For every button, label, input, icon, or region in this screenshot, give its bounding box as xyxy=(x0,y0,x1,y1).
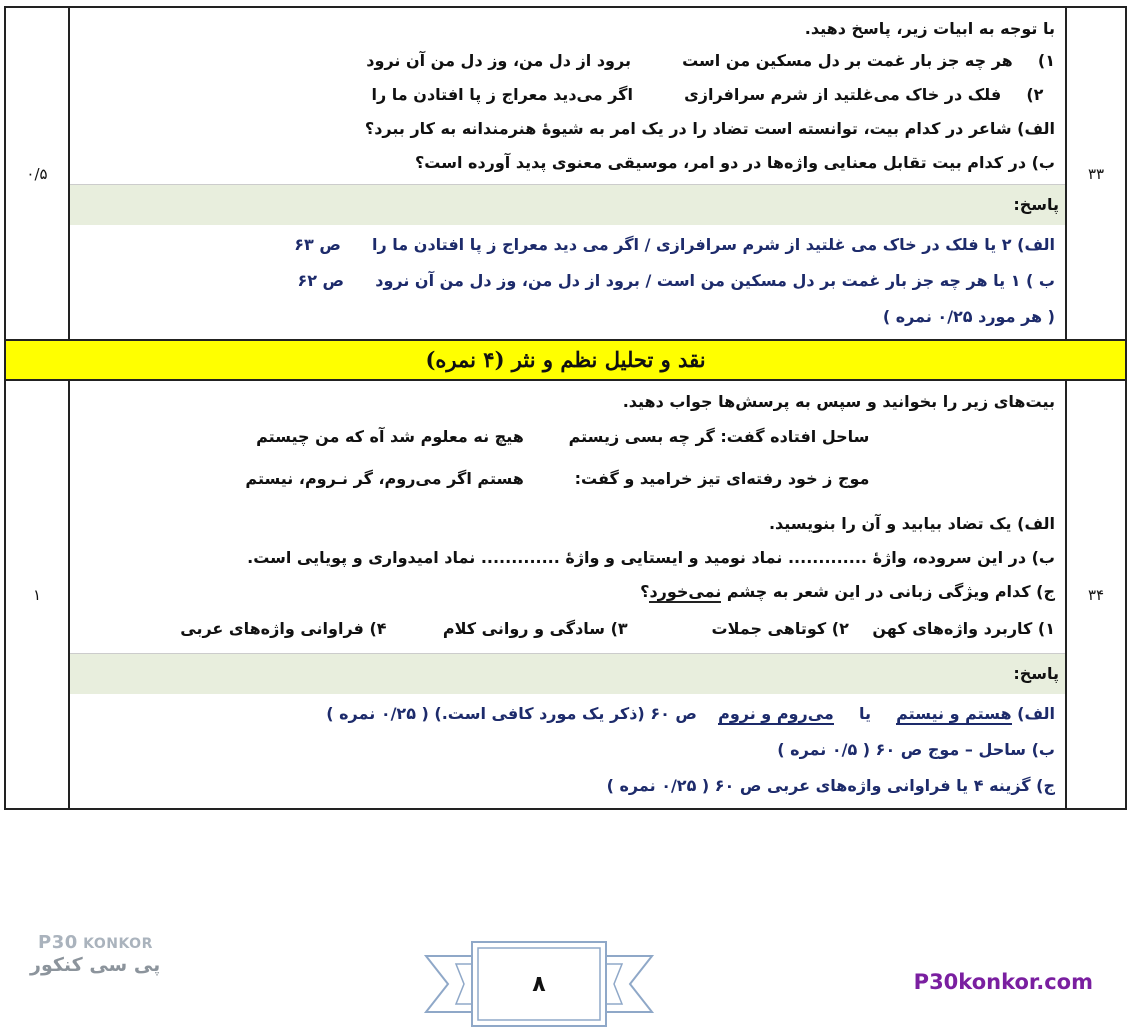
question-content xyxy=(69,380,1066,809)
question-number: ۳۴ xyxy=(1066,380,1126,809)
option-3: ۳) سادگی و روانی کلام xyxy=(442,619,628,638)
hemistich: ساحل افتاده گفت: گر چه بسی زیستم xyxy=(568,427,870,446)
answer-b: ب) ساحل – موج ص ۶۰ ( ۰/۵ نمره ) xyxy=(777,740,1055,759)
score-cell: ۰/۵ xyxy=(5,7,69,340)
answer-a xyxy=(80,227,1055,263)
answer-c: ج) گزینه ۴ یا فراوانی واژه‌های عربی ص ۶۰ ( ۰/۲۵ نمره ) xyxy=(606,776,1055,795)
section-title: نقد و تحلیل نظم و نثر (۴ نمره) xyxy=(5,340,1126,380)
question-c-text: ج) کدام ویژگی زبانی در این شعر به چشم xyxy=(721,582,1055,601)
answer-block xyxy=(70,694,1065,808)
option-1: ۱) کاربرد واژه‌های کهن xyxy=(872,619,1055,638)
verse-line xyxy=(80,78,1055,112)
hemistich: هر چه جز بار غمت بر دل مسکین من است xyxy=(682,51,1013,70)
question-c-underlined: نمی‌خورد xyxy=(649,582,722,601)
logo-text-en-small: KONKOR xyxy=(83,936,153,952)
answer-a-text: الف) ۲ یا فلک در خاک می غلتید از شرم سرافرازی / اگر می دید معراج ز پا افتادن ما را xyxy=(372,235,1055,254)
question-number: ۳۳ xyxy=(1066,7,1126,340)
answer-a-suffix: ص ۶۰ (ذکر یک مورد کافی است.) ( ۰/۲۵ نمره ) xyxy=(326,704,697,723)
question-c-mark: ؟ xyxy=(640,582,650,601)
question-b: ب) در کدام بیت تقابل معنایی واژه‌ها در دو امر، موسیقی معنوی پدید آورده است؟ xyxy=(414,153,1055,172)
verse-number: ۱) xyxy=(1037,51,1055,70)
logo xyxy=(38,932,153,953)
section-row xyxy=(5,340,1126,380)
logo-text-fa: پی سی کنکور xyxy=(30,954,161,976)
answer-b-text: ب ) ۱ یا هر چه جز بار غمت بر دل مسکین من است / برود از دل من، وز دل من آن نرود xyxy=(375,271,1055,290)
verse-line xyxy=(80,417,1055,457)
answer-b xyxy=(80,263,1055,299)
question-content xyxy=(69,7,1066,340)
answer-a-page: ص ۶۳ xyxy=(294,235,341,254)
instruction: با توجه به ابیات زیر، پاسخ دهید. xyxy=(804,19,1055,38)
site-url: P30konkor.com xyxy=(913,970,1093,994)
answer-block xyxy=(70,225,1065,339)
question-row-34 xyxy=(5,380,1126,809)
options-row xyxy=(80,609,1055,649)
page-number-badge xyxy=(422,934,656,1028)
logo-text-en: P30 xyxy=(38,932,78,953)
answer-a xyxy=(80,696,1055,732)
answer-label: پاسخ: xyxy=(70,653,1065,694)
hemistich: برود از دل من، وز دل من آن نرود xyxy=(366,51,631,70)
verse-line xyxy=(80,457,1055,501)
answer-key-table xyxy=(4,6,1127,810)
verse-number: ۲) xyxy=(1026,85,1044,104)
answer-note: ( هر مورد ۰/۲۵ نمره ) xyxy=(882,307,1055,326)
question-b: ب) در این سروده، واژۀ ............. نماد نومید و ایستایی و واژۀ ............. نماد امیدواری و پویایی است. xyxy=(247,548,1055,567)
page-footer xyxy=(0,910,1131,1029)
answer-b-page: ص ۶۲ xyxy=(297,271,345,290)
answer-a-option-1: هستم و نیستم xyxy=(896,704,1012,723)
hemistich: هیچ نه معلوم شد آه که من چیستم xyxy=(256,427,524,446)
option-2: ۲) کوتاهی جملات xyxy=(711,619,849,638)
page-number: ۸ xyxy=(532,972,546,997)
hemistich: اگر می‌دید معراج ز پا افتادن ما را xyxy=(371,85,633,104)
exam-sheet xyxy=(4,6,1127,810)
hemistich: هستم اگر می‌روم، گر نـروم، نیستم xyxy=(245,469,524,488)
answer-label: پاسخ: xyxy=(70,184,1065,225)
hemistich: فلک در خاک می‌غلتید از شرم سرافرازی xyxy=(684,85,1002,104)
hemistich: موج ز خود رفته‌ای تیز خرامید و گفت: xyxy=(574,469,870,488)
score-cell: ۱ xyxy=(5,380,69,809)
question-a: الف) شاعر در کدام بیت، توانسته است تضاد را در یک امر به شیوۀ هنرمندانه به کار ببرد؟ xyxy=(364,119,1055,138)
option-4: ۴) فراوانی واژه‌های عربی xyxy=(180,619,387,638)
answer-a-or: یا xyxy=(858,704,871,723)
question-c xyxy=(80,575,1055,609)
instruction: بیت‌های زیر را بخوانید و سپس به پرسش‌ها جواب دهید. xyxy=(622,392,1055,411)
question-row-33 xyxy=(5,7,1126,340)
verse-line xyxy=(80,44,1055,78)
question-a: الف) یک تضاد بیابید و آن را بنویسید. xyxy=(768,514,1055,533)
answer-a-prefix: الف) xyxy=(1011,704,1055,723)
answer-a-option-2: می‌روم و نروم xyxy=(718,704,834,723)
